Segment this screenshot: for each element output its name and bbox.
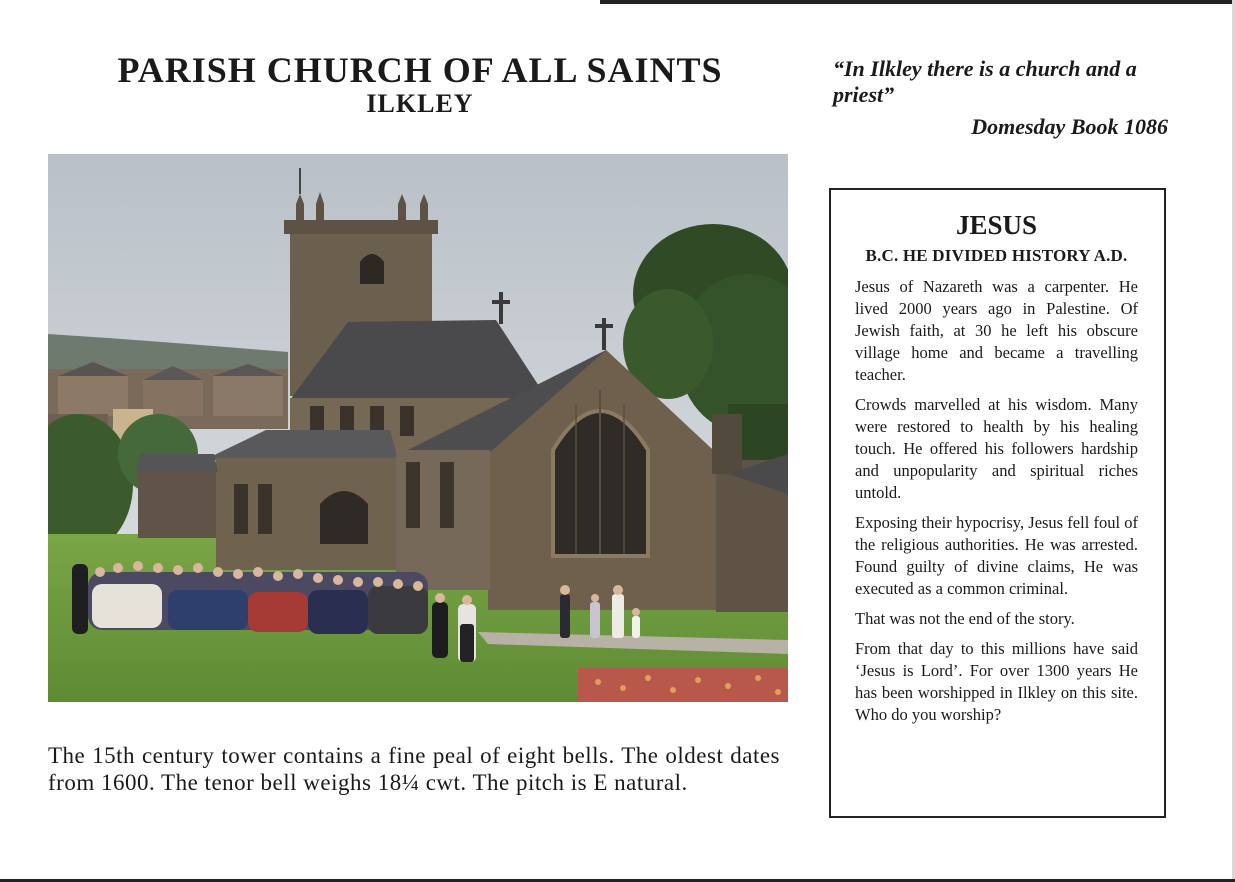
church-photo	[48, 154, 788, 702]
box-paragraph: Exposing their hypocrisy, Jesus fell foul of the religious authorities. He was arrested. Found guilty of divine claims, He was executed as a common criminal.	[855, 513, 1138, 598]
outbuilding	[138, 472, 216, 538]
south-aisle	[204, 430, 398, 570]
domesday-attribution: Domesday Book 1086	[971, 114, 1168, 139]
jesus-info-box	[829, 188, 1166, 818]
box-paragraph: Crowds marvelled at his wisdom. Many were restored to health by his healing touch. He offered his followers hardship and unpopularity and spiritual riches untold.	[855, 395, 1138, 502]
photo-caption: The 15th century tower contains a fine peal of eight bells. The oldest dates from 1600. The tenor bell weighs 18¼ cwt. The pitch is E natural.	[48, 743, 780, 795]
page-edge-top	[600, 0, 1235, 4]
box-paragraph: From that day to this millions have said ‘Jesus is Lord’. For over 1300 years He has been worshipped in Ilkley on this site. Who do you worship?	[855, 639, 1138, 724]
page-title: PARISH CHURCH OF ALL SAINTS	[117, 50, 723, 90]
box-paragraph: That was not the end of the story.	[855, 609, 1075, 628]
box-paragraph: Jesus of Nazareth was a carpenter. He lived 2000 years ago in Palestine. Of Jewish faith, at 30 he left his obscure village home and became a travelling teacher.	[855, 277, 1138, 384]
flower-bed	[578, 668, 788, 702]
box-heading: JESUS	[955, 210, 1038, 240]
domesday-quote: “In Ilkley there is a church and a priest”	[833, 56, 1137, 107]
box-subheading: B.C. HE DIVIDED HISTORY A.D.	[865, 246, 1128, 265]
page-subtitle: ILKLEY	[366, 89, 474, 118]
